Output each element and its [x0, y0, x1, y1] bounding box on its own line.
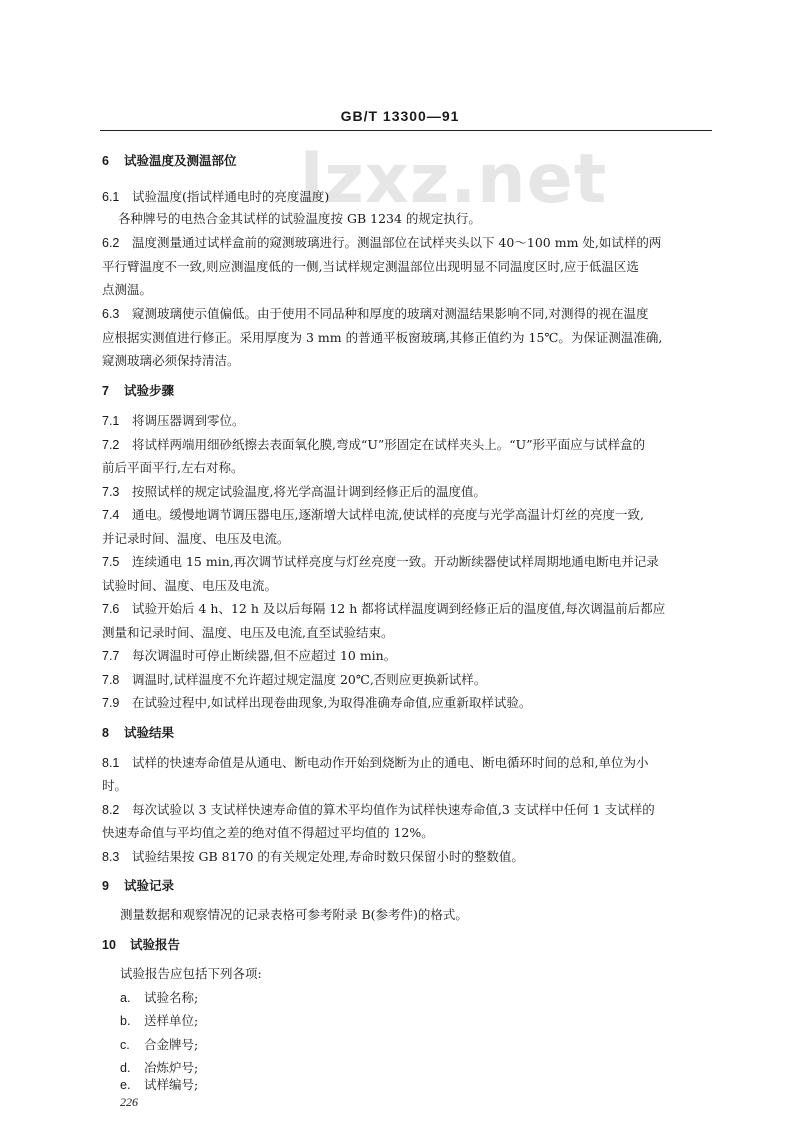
report-intro: 试验报告应包括下列各项:: [120, 966, 262, 981]
para-7-9: [102, 694, 712, 712]
clause-text: 试样的快速寿命值是从通电、断电动作开始到烧断为止的通电、断电循环时间的总和,单位为小: [132, 755, 649, 770]
clause-number: 7.1: [102, 414, 120, 428]
clause-number: 7.2: [102, 438, 120, 452]
clause-text: 在试验过程中,如试样出现卷曲现象,为取得准确寿命值,应重新取样试验。: [132, 695, 532, 710]
standard-header: GB/T 13300—91: [340, 108, 460, 124]
clause-number: 6.1: [102, 190, 120, 204]
watermark: lzxz.net: [300, 140, 608, 219]
section-7-heading: [102, 382, 712, 400]
page-number: 226: [120, 1095, 138, 1109]
section-9-heading: [102, 877, 712, 895]
clause-number: 7.5: [102, 555, 120, 569]
para-6-1-body: 各种牌号的电热合金其试样的试验温度按 GB 1234 的规定执行。: [118, 211, 481, 226]
clause-text: 每次试验以 3 支试样快速寿命值的算术平均值作为试样快速寿命值,3 支试样中任何 1 支试样的: [132, 802, 655, 817]
para-7-2-cont: 前后平面平行,左右对称。: [102, 460, 244, 475]
clause-text: 试验结果按 GB 8170 的有关规定处理,寿命时数只保留小时的整数值。: [132, 849, 524, 864]
clause-number: 7.3: [102, 485, 120, 499]
para-7-6: [102, 600, 712, 618]
clause-number: 8.3: [102, 850, 120, 864]
section-title: 试验温度及测温部位: [124, 153, 237, 168]
item-label: d.: [120, 1061, 131, 1075]
para-7-7: [102, 647, 712, 665]
clause-text: 通电。缓慢地调节调压器电压,逐渐增大试样电流,使试样的亮度与光学高温计灯丝的亮度一致,: [132, 507, 644, 522]
report-item: [120, 1076, 730, 1094]
clause-number: 7.8: [102, 673, 120, 687]
report-item: [120, 1036, 730, 1054]
item-label: c.: [120, 1038, 130, 1052]
para-7-5: [102, 553, 712, 571]
clause-text: 试验开始后 4 h、12 h 及以后每隔 12 h 都将试样温度调到经修正后的温度值,每次调温前后都应: [132, 601, 666, 616]
clause-text: 每次调温时可停止断续器,但不应超过 10 min。: [132, 648, 397, 663]
para-7-4: [102, 506, 712, 524]
clause-text: 将试样两端用细砂纸擦去表面氧化膜,弯成“U”形固定在试样夹头上。“U”形平面应与试样盒的: [132, 437, 646, 452]
section-title: 试验结果: [124, 725, 175, 740]
clause-number: 7.6: [102, 602, 120, 616]
para-6-2: [102, 234, 712, 252]
clause-text: 按照试样的规定试验温度,将光学高温计调到经修正后的温度值。: [132, 484, 486, 499]
section-title: 试验报告: [130, 937, 181, 952]
clause-text: 试验温度(指试样通电时的亮度温度): [132, 189, 330, 204]
para-6-3-cont: 应根据实测值进行修正。采用厚度为 3 mm 的普通平板窗玻璃,其修正值约为 15℃。为保证测温准确,: [102, 330, 663, 345]
clause-number: 7.4: [102, 508, 120, 522]
clause-text: 温度测量通过试样盒前的窥测玻璃进行。测温部位在试样夹头以下 40～100 mm 处,如试样的两: [132, 235, 662, 250]
section-title: 试验记录: [124, 878, 175, 893]
item-text: 送样单位;: [144, 1013, 199, 1028]
para-8-2-cont: 快速寿命值与平均值之差的绝对值不得超过平均值的 12%。: [102, 825, 434, 840]
clause-number: 7.7: [102, 649, 120, 663]
clause-number: 6.2: [102, 236, 120, 250]
clause-text: 调温时,试样温度不允许超过规定温度 20℃,否则应更换新试样。: [132, 672, 487, 687]
item-label: b.: [120, 1014, 131, 1028]
para-7-4-cont: 并记录时间、温度、电压及电流。: [102, 531, 290, 546]
section-title: 试验步骤: [124, 383, 175, 398]
para-6-2-cont: 平行臂温度不一致,则应测温度低的一侧,当试样规定测温部位出现明显不同温度区时,应于低温区选: [102, 259, 639, 274]
clause-text: 连续通电 15 min,再次调节试样亮度与灯丝亮度一致。开动断续器使试样周期地通电断电并记录: [132, 554, 659, 569]
para-7-6-cont: 测量和记录时间、温度、电压及电流,直至试验结束。: [102, 625, 394, 640]
section-number: 8: [102, 726, 109, 740]
para-7-2: [102, 436, 712, 454]
item-label: e.: [120, 1078, 131, 1092]
item-text: 合金牌号;: [144, 1037, 199, 1052]
item-text: 试验名称;: [144, 990, 199, 1005]
para-8-1-cont: 时。: [102, 778, 128, 793]
item-text: 试样编号;: [144, 1077, 199, 1092]
section-6-heading: [102, 152, 712, 170]
para-7-5-cont: 试验时间、温度、电压及电流。: [102, 578, 278, 593]
clause-text: 将调压器调到零位。: [132, 413, 245, 428]
section-10-heading: [102, 936, 712, 954]
section-number: 10: [102, 938, 116, 952]
report-item: [120, 1059, 730, 1077]
para-7-8: [102, 671, 712, 689]
report-item: [120, 989, 730, 1007]
para-6-1: [102, 188, 712, 206]
item-text: 冶炼炉号;: [144, 1060, 199, 1075]
section-number: 7: [102, 384, 109, 398]
para-6-3-cont2: 窥测玻璃必须保持清洁。: [102, 353, 240, 368]
para-8-1: [102, 754, 712, 772]
para-9-body: 测量数据和观察情况的记录表格可参考附录 B(参考件)的格式。: [120, 907, 468, 922]
para-8-2: [102, 801, 712, 819]
clause-number: 6.3: [102, 307, 120, 321]
clause-number: 8.1: [102, 756, 120, 770]
clause-text: 窥测玻璃使示值偏低。由于使用不同品种和厚度的玻璃对测温结果影响不同,对测得的视在温度: [132, 306, 649, 321]
report-item: [120, 1012, 730, 1030]
clause-number: 8.2: [102, 803, 120, 817]
section-8-heading: [102, 724, 712, 742]
para-8-3: [102, 848, 712, 866]
section-number: 9: [102, 879, 109, 893]
clause-number: 7.9: [102, 696, 120, 710]
header-rule: [100, 130, 712, 131]
para-6-3: [102, 305, 712, 323]
item-label: a.: [120, 991, 131, 1005]
section-number: 6: [102, 154, 109, 168]
para-7-3: [102, 483, 712, 501]
para-6-2-cont2: 点测温。: [102, 282, 153, 297]
para-7-1: [102, 412, 712, 430]
